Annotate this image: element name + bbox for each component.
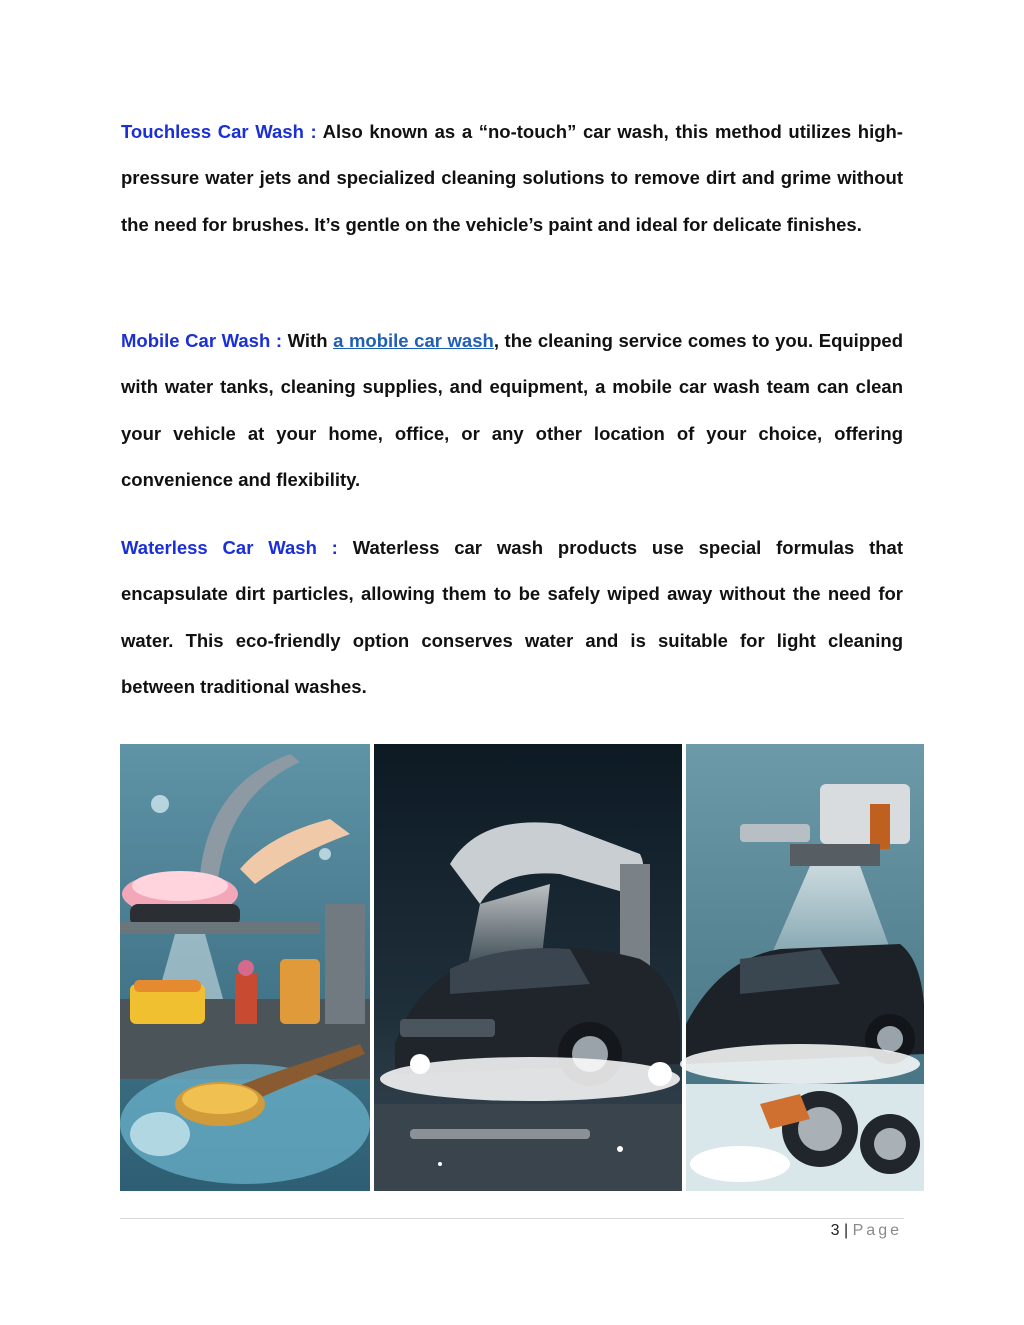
term-waterless-car-wash: Waterless Car Wash : [121, 537, 338, 558]
footer-separator: | [843, 1222, 849, 1239]
page-label: Page [852, 1222, 902, 1239]
page-number: 3 [830, 1222, 840, 1239]
paragraph-text-before-link: With [287, 330, 328, 351]
term-touchless-car-wash: Touchless Car Wash : [121, 121, 317, 142]
paragraph-mobile-car-wash [121, 318, 903, 503]
panel-pressure [680, 744, 924, 1191]
panel-brushes [120, 744, 370, 1191]
paragraph-text: Also known as a “no-touch” car wash, this method utilizes high-pressure water jets and specialized cleaning solutions to remove dirt and grime without the need for brushes. It’s gentle on the vehicle’s paint and ideal for delicate finishes. [121, 121, 903, 235]
paragraph-touchless-car-wash [121, 109, 903, 248]
car-wash-illustration [120, 744, 924, 1191]
term-mobile-car-wash: Mobile Car Wash : [121, 330, 282, 351]
mobile-car-wash-link[interactable]: a mobile car wash [333, 330, 494, 351]
paragraph-text-after-link: , the cleaning service comes to you. Equipped with water tanks, cleaning supplies, and equipment, a mobile car wash team can clean your vehicle at your home, office, or any other location of your choice, offering convenience and flexibility. [121, 330, 904, 490]
paragraph-waterless-car-wash [121, 525, 903, 710]
panel-touchless [374, 744, 682, 1191]
paragraph-text: Waterless car wash products use special formulas that encapsulate dirt particles, allowing them to be safely wiped away without the need for water. This eco-friendly option conserves water and is suitable for light cleaning between traditional washes. [121, 537, 903, 697]
footer-divider [120, 1218, 904, 1219]
page-footer [831, 1222, 902, 1240]
